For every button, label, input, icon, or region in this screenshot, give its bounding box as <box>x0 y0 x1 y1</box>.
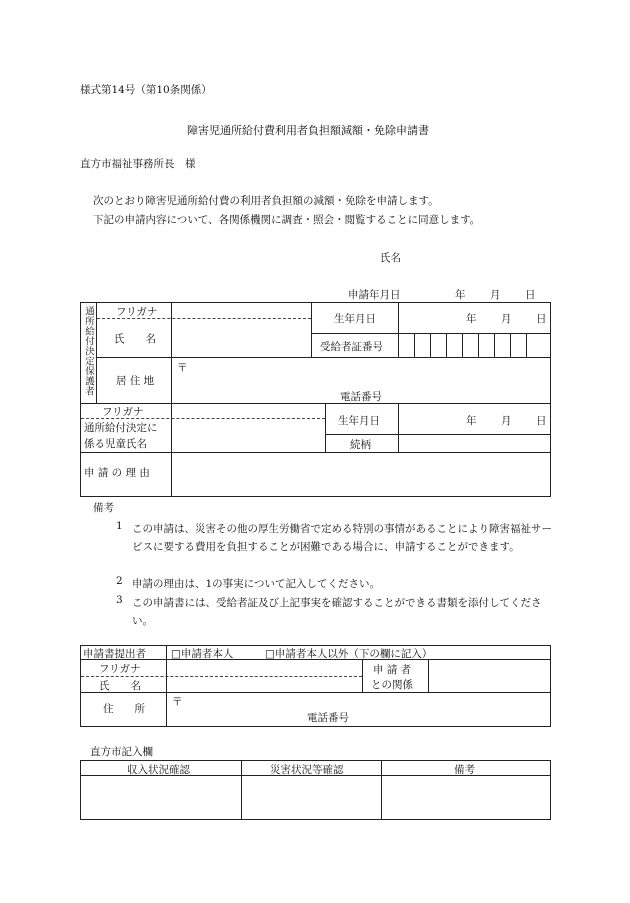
city-col-disaster: 災害状況等確認 <box>270 764 344 776</box>
child-name-label-line2: 係る児童氏名 <box>84 438 147 450</box>
city-col-income: 収入状況確認 <box>127 764 190 776</box>
child-furigana-label: フリガナ <box>102 406 144 418</box>
guardian-dob-month: 月 <box>501 313 512 325</box>
intro-line-1: 次のとおり障害児通所給付費の利用者負担額の減額・免除を申請します。 <box>93 195 439 207</box>
application-date-year: 年 <box>455 289 466 301</box>
guardian-side-label: 通所給付決定保護者 <box>83 306 94 396</box>
submitter-address-label: 住 所 <box>103 703 145 715</box>
page-title: 障害児通所給付費利用者負担額減額・免除申請書 <box>187 124 429 137</box>
child-relation-label: 続柄 <box>350 439 371 451</box>
guardian-dob-label: 生年月日 <box>334 313 376 325</box>
submitter-name-label: 氏 名 <box>99 680 141 692</box>
notes-heading: 備考 <box>93 502 114 514</box>
city-col-remarks: 備考 <box>454 764 475 776</box>
note-2-text: 申請の理由は、1の事実について記入してください。 <box>132 578 380 590</box>
submitter-relation-line2: との関係 <box>371 679 413 691</box>
submitter-postal-mark: 〒 <box>172 696 183 708</box>
submitter-option-other[interactable]: □申請者本人以外（下の欄に記入） <box>265 648 433 660</box>
child-name-label-line1: 通所給付決定に <box>84 422 158 434</box>
guardian-name-label: 氏 名 <box>114 333 156 345</box>
applicant-name-label: 氏名 <box>380 252 401 264</box>
application-date-month: 月 <box>490 289 501 301</box>
guardian-furigana-label: フリガナ <box>116 306 158 318</box>
submitter-furigana-label: フリガナ <box>99 663 141 675</box>
child-dob-label: 生年月日 <box>338 415 380 427</box>
city-section-heading: 直方市記入欄 <box>90 746 153 758</box>
submitter-label: 申請書提出者 <box>83 648 146 660</box>
residence-postal-mark: 〒 <box>177 362 188 374</box>
note-2-number: 2 <box>116 575 123 587</box>
form-number: 様式第14号（第10条関係） <box>80 84 212 96</box>
note-1-text: この申請は、災害その他の厚生労働省で定める特別の事情があることにより障害福祉サービスに要する費用を負担することが困難である場合に、申請することができます。 <box>132 523 552 553</box>
recipient-number-label: 受給者証番号 <box>320 341 383 353</box>
reason-label: 申 請 の 理 由 <box>84 467 150 479</box>
submitter-phone-label: 電話番号 <box>307 712 349 724</box>
guardian-dob-day: 日 <box>536 313 547 325</box>
addressee: 直方市福祉事務所長 様 <box>80 158 196 170</box>
submitter-relation-line1: 申 請 者 <box>373 664 412 676</box>
residence-phone-label: 電話番号 <box>340 391 382 403</box>
application-date-day: 日 <box>525 289 536 301</box>
child-dob-day: 日 <box>536 415 547 427</box>
residence-label: 居 住 地 <box>116 375 155 387</box>
guardian-dob-year: 年 <box>466 313 477 325</box>
application-date-label: 申請年月日 <box>348 289 401 301</box>
note-1-number: 1 <box>116 520 123 532</box>
note-3-text: この申請書には、受給者証及び上記事実を確認することができる書類を添付してください。 <box>132 597 542 627</box>
intro-line-2: 下記の申請内容について、各関係機関に調査・照会・閲覧することに同意します。 <box>93 214 481 226</box>
child-dob-year: 年 <box>466 415 477 427</box>
child-dob-month: 月 <box>501 415 512 427</box>
note-3-number: 3 <box>116 594 123 606</box>
submitter-option-self[interactable]: □申請者本人 <box>171 648 234 660</box>
